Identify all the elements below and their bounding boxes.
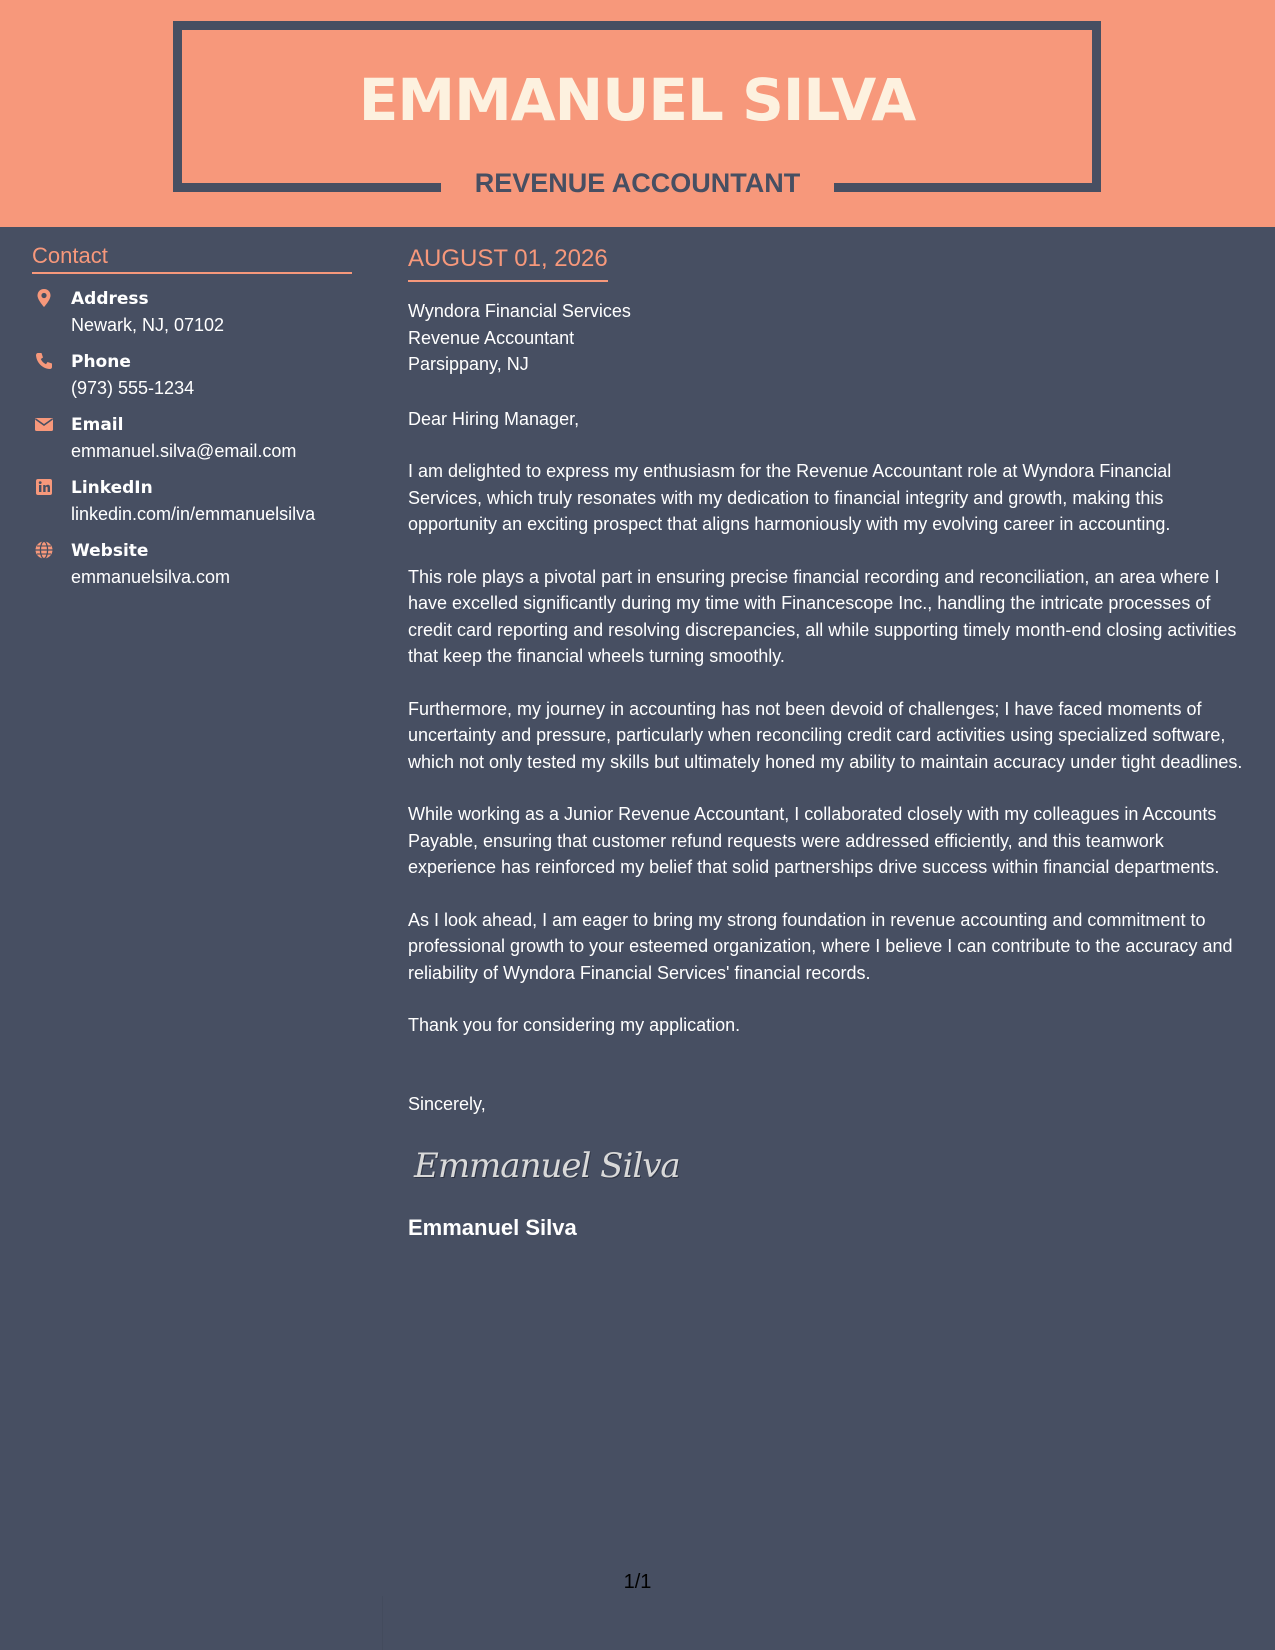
signer-name: Emmanuel Silva (408, 1215, 577, 1240)
paragraph: Furthermore, my journey in accounting has not been devoid of challenges; I have faced moments of uncertainty and pressure, particularly when reconciling credit card activities using specialized software, which not only tested my skills but ultimately honed my ability to maintain accuracy under tight deadlines. (408, 698, 1243, 772)
phone-icon (34, 351, 54, 371)
recipient-position: Revenue Accountant (408, 327, 575, 348)
contact-value: linkedin.com/in/emmanuelsilva (71, 504, 316, 524)
contact-value: emmanuel.silva@email.com (71, 441, 297, 461)
contact-value: (973) 555-1234 (71, 378, 195, 398)
greeting: Dear Hiring Manager, (408, 408, 580, 429)
letter-body (408, 242, 1248, 1243)
header-frame-bottom-left (173, 183, 441, 192)
applicant-name: EMMANUEL SILVA (358, 66, 916, 134)
globe-icon (34, 540, 54, 560)
paragraph: I am delighted to express my enthusiasm for the Revenue Accountant role at Wyndora Financial Services, which truly resonates with my dedication to financial integrity and growth, making this opportunity an exciting prospect that aligns harmoniously with my evolving career in accounting. (408, 461, 1172, 534)
contact-label: Website (71, 541, 149, 561)
contact-value: emmanuelsilva.com (71, 567, 231, 587)
paragraph: This role plays a pivotal part in ensuring precise financial recording and reconciliation, an area where I have excelled significantly during my time with Financescope Inc., handling the intricate processes of credit card reporting and resolving discrepancies, all while supporting timely month-end closing activities that keep the financial wheels turning smoothly. (408, 566, 1237, 666)
map-pin-icon (34, 288, 54, 308)
paragraph: While working as a Junior Revenue Accountant, I collaborated closely with my colleagues in Accounts Payable, ensuring that customer refund requests were addressed efficiently, and this teamwork experience has reinforced my belief that solid partnerships drive success within financial departments. (408, 804, 1220, 877)
letter-date: AUGUST 01, 2026 (408, 242, 608, 282)
contact-value: Newark, NJ, 07102 (71, 315, 225, 335)
contact-sidebar (32, 240, 352, 601)
contact-label: Address (71, 289, 149, 309)
recipient-company: Wyndora Financial Services (408, 301, 631, 321)
contact-label: LinkedIn (71, 478, 153, 498)
contact-email (32, 412, 352, 475)
thanks-line: Thank you for considering my application. (408, 1015, 741, 1035)
contact-linkedin (32, 475, 352, 538)
header-frame-bottom-right (834, 183, 1101, 192)
contact-heading: Contact (32, 240, 352, 274)
contact-label: Phone (71, 352, 131, 372)
recipient-block (408, 298, 1248, 378)
recipient-location: Parsippany, NJ (408, 354, 529, 374)
paragraph: As I look ahead, I am eager to bring my strong foundation in revenue accounting and commitment to professional growth to your esteemed organization, where I believe I can contribute to the accuracy and reliability of Wyndora Financial Services' financial records. (408, 909, 1233, 983)
contact-phone (32, 349, 352, 412)
contact-website (32, 538, 352, 601)
job-title: REVENUE ACCOUNTANT (474, 168, 801, 198)
contact-label: Email (71, 415, 124, 435)
divider (382, 1596, 383, 1650)
page-number: 1/1 (623, 1571, 652, 1593)
signature-image: Emmanuel Silva (414, 1146, 680, 1186)
linkedin-icon (34, 477, 54, 497)
closing: Sincerely, (408, 1093, 486, 1114)
envelope-icon (34, 414, 54, 434)
contact-address (32, 286, 352, 349)
